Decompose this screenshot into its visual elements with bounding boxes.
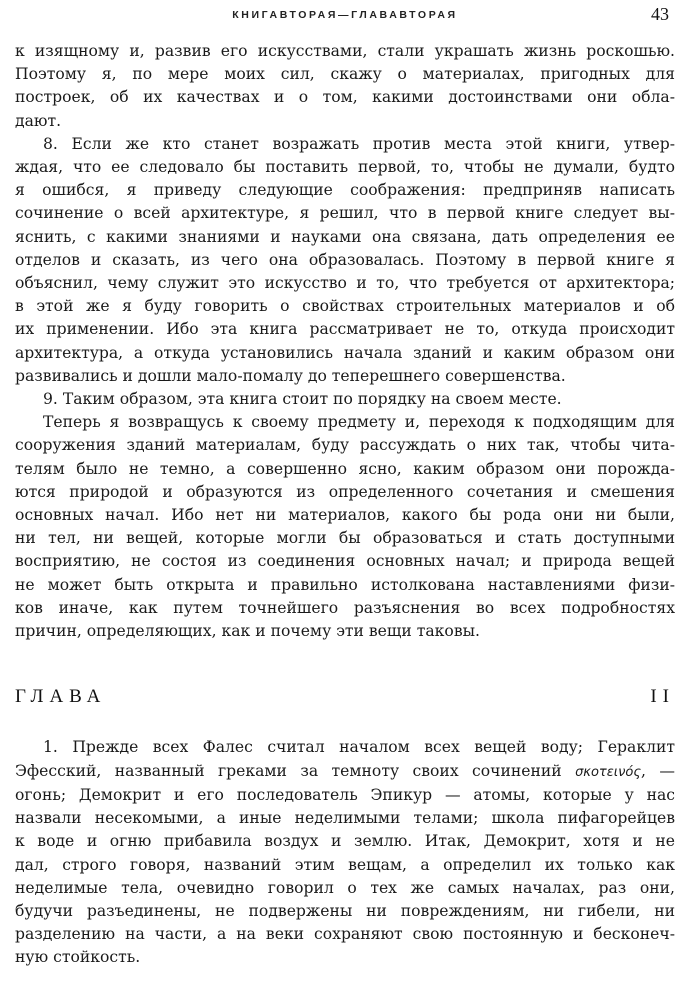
text-line: назвали несекомыми, а иные неделимыми телами; школа пифагорейцев [15, 809, 675, 828]
text-line: ков иначе, как путем точнейшего разъяснения во всех подробностях [15, 598, 675, 617]
paragraph-9 [15, 388, 675, 411]
running-header [15, 0, 675, 34]
text-fragment: Эфесский, названный греками за темноту своих сочинений [15, 761, 562, 780]
text-line: телям было не темно, а совершенно ясно, каким образом они порожда- [15, 459, 675, 478]
text-line: ждая, что ее следовало бы поставить первой, то, чтобы не думали, будто [15, 158, 675, 177]
text-line: ются природой и образуются из определенного сочетания и смешения [15, 482, 675, 501]
text-line: я ошибся, я приведу следующие соображения: предприняв написать [15, 181, 675, 200]
text-line: 9. Таким образом, эта книга стоит по порядку на своем месте. [43, 390, 562, 409]
text-line: дают. [15, 111, 62, 130]
paragraph-8 [15, 133, 675, 388]
text-line: отделов и сказать, из чего она образовалась. Поэтому в первой книге я [15, 250, 675, 269]
page-number: 43 [651, 4, 669, 24]
text-fragment: , — [641, 761, 675, 780]
text-line: объяснил, чему служит это искусство и то, что требуется от архитектора; [15, 274, 675, 293]
text-line: построек, об их качествах и о том, какими достоинствами они обла- [15, 88, 675, 107]
greek-word: σκοτεινός [575, 764, 642, 780]
text-line-with-greek [15, 760, 675, 784]
text-line: неделимые тела, очевидно говорил о тех же самых началах, раз они, [15, 878, 675, 897]
text-line: не может быть открыта и правильно истолкована наставлениями физи- [15, 575, 675, 594]
text-line: будучи разъединены, не подвержены ни повреждениям, ни гибели, ни [15, 901, 675, 920]
text-line: развивались и дошли мало-помалу до теперешнего совершенства. [15, 366, 566, 385]
text-line: их применении. Ибо эта книга рассматривает не то, откуда происходит [15, 320, 675, 339]
text-line: к изящному и, развив его искусствами, стали украшать жизнь роскошью. [15, 42, 675, 60]
text-line: ную стойкость. [15, 948, 141, 967]
text-line: яснить, с какими знаниями и науками она связана, дать определения ее [15, 227, 675, 246]
text-line: к воде и огню прибавила воздух и землю. Итак, Демокрит, хотя и не [15, 832, 675, 851]
text-line: основных начал. Ибо нет ни материалов, какого бы рода они ни были, [15, 506, 675, 525]
text-line: Теперь я возвращусь к своему предмету и, переходя к подходящим для [43, 413, 675, 432]
text-line: 1. Прежде всех Фалес считал началом всех вещей воду; Гераклит [43, 738, 675, 757]
text-line: дал, строго говоря, названий этим вещам, а определил их только как [15, 855, 675, 874]
text-line: сооружения зданий материалам, буду рассуждать о них так, чтобы чита- [15, 436, 675, 455]
paragraph-continuation [15, 40, 675, 133]
paragraph-return [15, 411, 675, 643]
chapter-paragraph-1 [15, 736, 675, 969]
body-text [15, 40, 675, 970]
text-line: разделению на части, а на веки сохраняют свою постоянную и бесконеч- [15, 925, 675, 944]
text-line: причин, определяющих, как и почему эти вещи таковы. [15, 622, 480, 641]
text-line: 8. Если же кто станет возражать против места этой книги, утвер- [43, 134, 675, 153]
text-line: сочинение о всей архитектуре, я решил, что в первой книге следует вы- [15, 204, 675, 223]
running-title: КНИГАВТОРАЯ—ГЛАВАВТОРАЯ [232, 9, 458, 21]
text-line: ни тел, ни вещей, которые могли бы образоваться и стать доступными [15, 529, 675, 548]
chapter-heading: ГЛАВА II [15, 686, 675, 708]
text-line: огонь; Демокрит и его последователь Эпикур — атомы, которые у нас [15, 785, 675, 804]
text-line: архитектура, а откуда установились начала зданий и каким образом они [15, 343, 675, 362]
text-line: в этой же я буду говорить о свойствах строительных материалов и об [15, 297, 675, 316]
text-line: восприятию, не состоя из соединения основных начал; и природа вещей [15, 552, 675, 571]
text-line: Поэтому я, по мере моих сил, скажу о материалах, пригодных для [15, 65, 675, 84]
